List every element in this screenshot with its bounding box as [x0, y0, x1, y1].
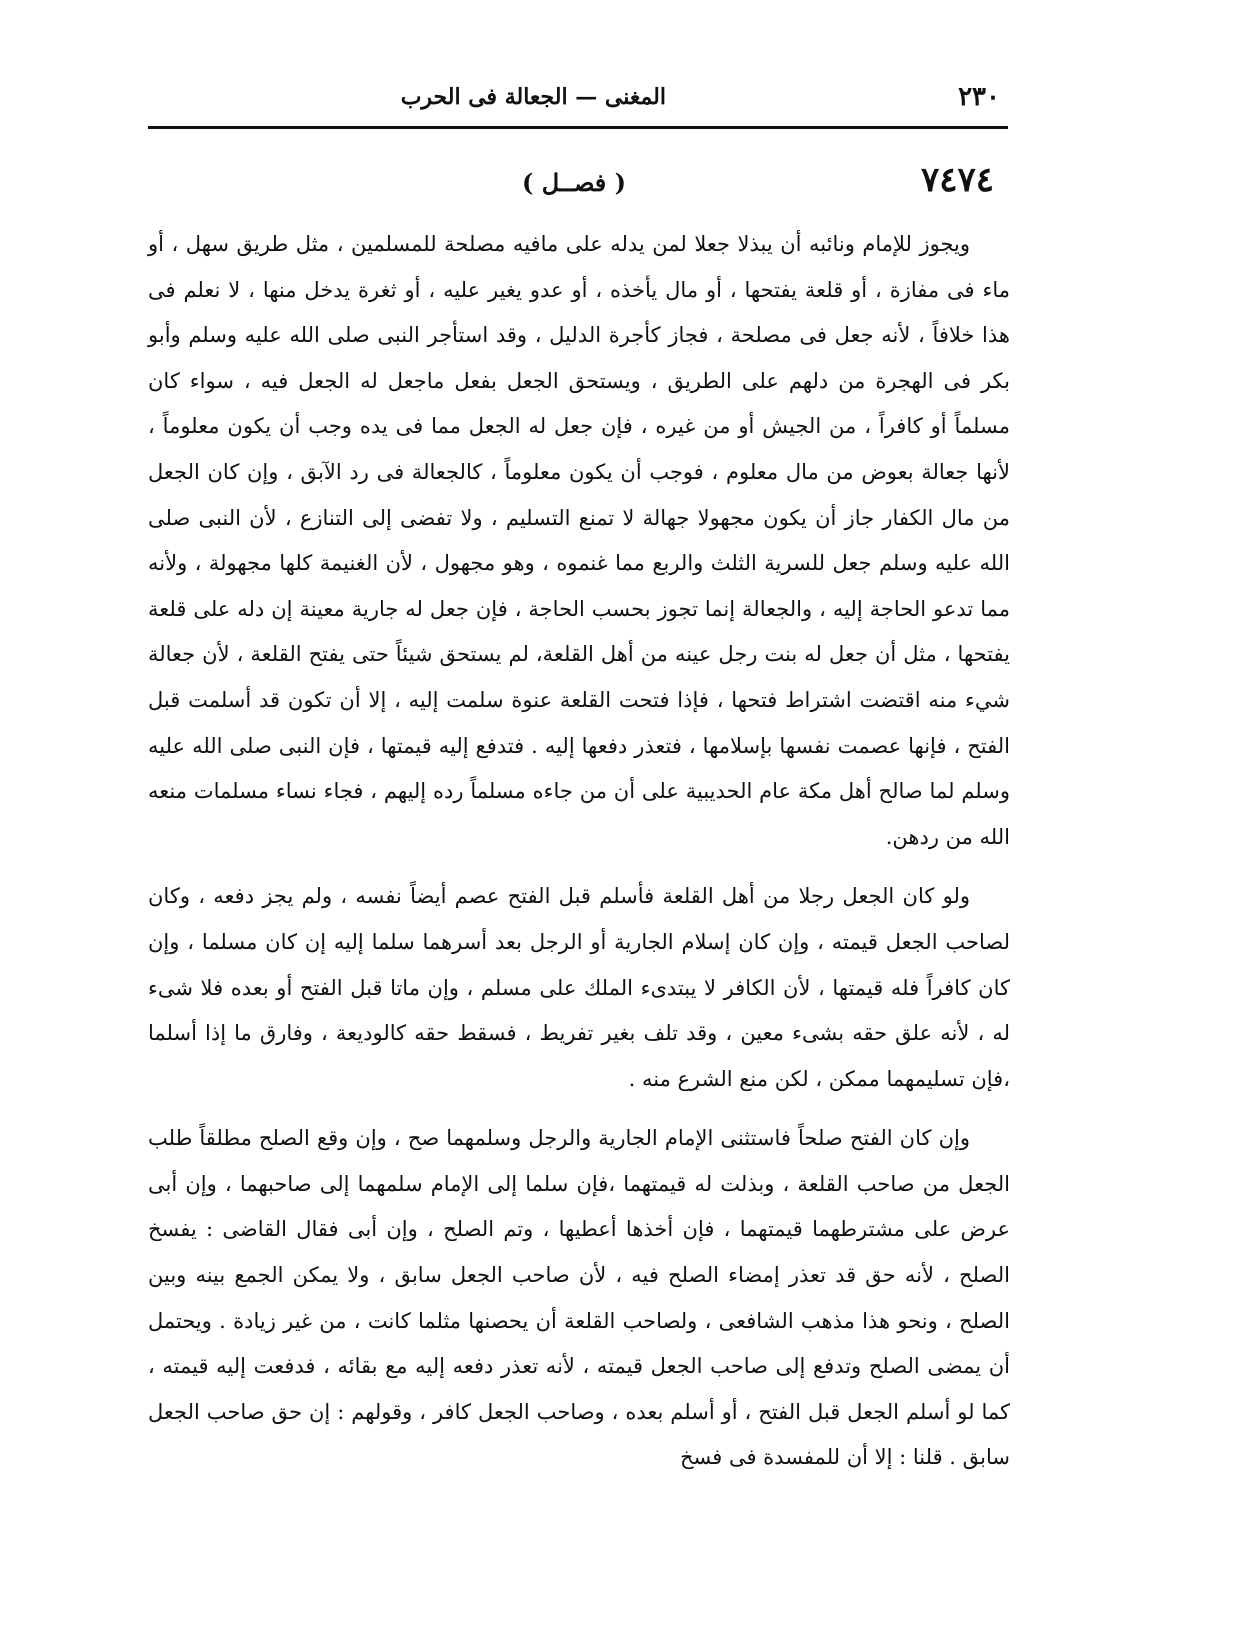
page-header	[148, 82, 1006, 122]
page-number: ٢٣٠	[958, 82, 1000, 112]
paragraph: وإن كان الفتح صلحاً فاستثنى الإمام الجارية والرجل وسلمهما صح ، وإن وقع الصلح مطلقاً طلب الجعل من صاحب القلعة ، وبذلت له قيمتهما ،فإن سلما إلى الإمام سلمهما إلى صاحبهما ، وإن أبى عرض على مشترطهما قيمتهما ، فإن أخذها أعطيها ، وتم الصلح ، وإن أبى فقال القاضى : يفسخ الصلح ، لأنه حق قد تعذر إمضاء الصلح فيه ، لأن صاحب الجعل سابق ، ولا يمكن الجمع بينه وبين الصلح ، ونحو هذا مذهب الشافعى ، ولصاحب القلعة أن يحصنها مثلما كانت ، من غير زيادة . ويحتمل أن يمضى الصلح وتدفع إلى صاحب الجعل قيمته ، لأنه تعذر دفعه إليه مع بقائه ، فدفعت إليه قيمته ، كما لو أسلم الجعل قبل الفتح ، أو أسلم بعده ، وصاحب الجعل كافر ، وقولهم : إن حق صاحب الجعل سابق . قلنا : إلا أن للمفسدة فى فسخ	[148, 1126, 1010, 1470]
section-title: ( فصــل )	[522, 168, 626, 197]
paragraph: ولو كان الجعل رجلا من أهل القلعة فأسلم قبل الفتح عصم أيضاً نفسه ، ولم يجز دفعه ، وكان لصاحب الجعل قيمته ، وإن كان إسلام الجارية أو الرجل بعد أسرهما سلما إليه إن كان مسلما ، وإن كان كافراً فله قيمتها ، لأن الكافر لا يبتدىء الملك على مسلم ، وإن ماتا قبل الفتح أو بعده فلا شىء له ، لأنه علق حقه بشىء معين ، وقد تلف بغير تفريط ، فسقط حقه كالوديعة ، وفارق ما إذا أسلما ،فإن تسليمهما ممكن ، لكن منع الشرع منه .	[148, 884, 1010, 1091]
section-number: ٧٤٧٤	[920, 160, 994, 200]
body-text	[148, 222, 1010, 1481]
running-title: المغنى — الجعالة فى الحرب	[400, 84, 666, 110]
paragraph: ويجوز للإمام ونائبه أن يبذلا جعلا لمن يدله على مافيه مصلحة للمسلمين ، مثل طريق سهل ، أو ماء فى مفازة ، أو قلعة يفتحها ، أو مال يأخذه ، أو عدو يغير عليه ، أو ثغرة يدخل منها ، لا نعلم فى هذا خلافاً ، لأنه جعل فى مصلحة ، فجاز كأجرة الدليل ، وقد استأجر النبى صلى الله عليه وسلم وأبو بكر فى الهجرة من دلهم على الطريق ، ويستحق الجعل بفعل ماجعل له الجعل فيه ، سواء كان مسلماً أو كافراً ، من الجيش أو من غيره ، فإن جعل له الجعل مما فى يده وجب أن يكون معلوماً ، لأنها جعالة بعوض من مال معلوم ، فوجب أن يكون معلوماً ، كالجعالة فى رد الآبق ، وإن كان الجعل من مال الكفار جاز أن يكون مجهولا جهالة لا تمنع التسليم ، ولا تفضى إلى التنازع ، لأن النبى صلى الله عليه وسلم جعل للسرية الثلث والربع مما غنموه ، وهو مجهول ، لأن الغنيمة كلها مجهولة ، ولأنه مما تدعو الحاجة إليه ، والجعالة إنما تجوز بحسب الحاجة ، فإن جعل له جارية معينة إن دله على قلعة يفتحها ، مثل أن جعل له بنت رجل عينه من أهل القلعة، لم يستحق شيئاً حتى يفتح القلعة ، لأن جعالة شيء منه اقتضت اشتراط فتحها ، فإذا فتحت القلعة عنوة سلمت إليه ، إلا أن تكون قد أسلمت قبل الفتح ، فإنها عصمت نفسها بإسلامها ، فتعذر دفعها إليه . فتدفع إليه قيمتها ، فإن النبى صلى الله عليه وسلم لما صالح أهل مكة عام الحديبية على أن من جاءه مسلماً رده إليهم ، فجاء نساء مسلمات منعه الله من ردهن.	[148, 232, 1010, 849]
header-rule	[148, 126, 1008, 129]
section-heading	[148, 162, 1006, 210]
